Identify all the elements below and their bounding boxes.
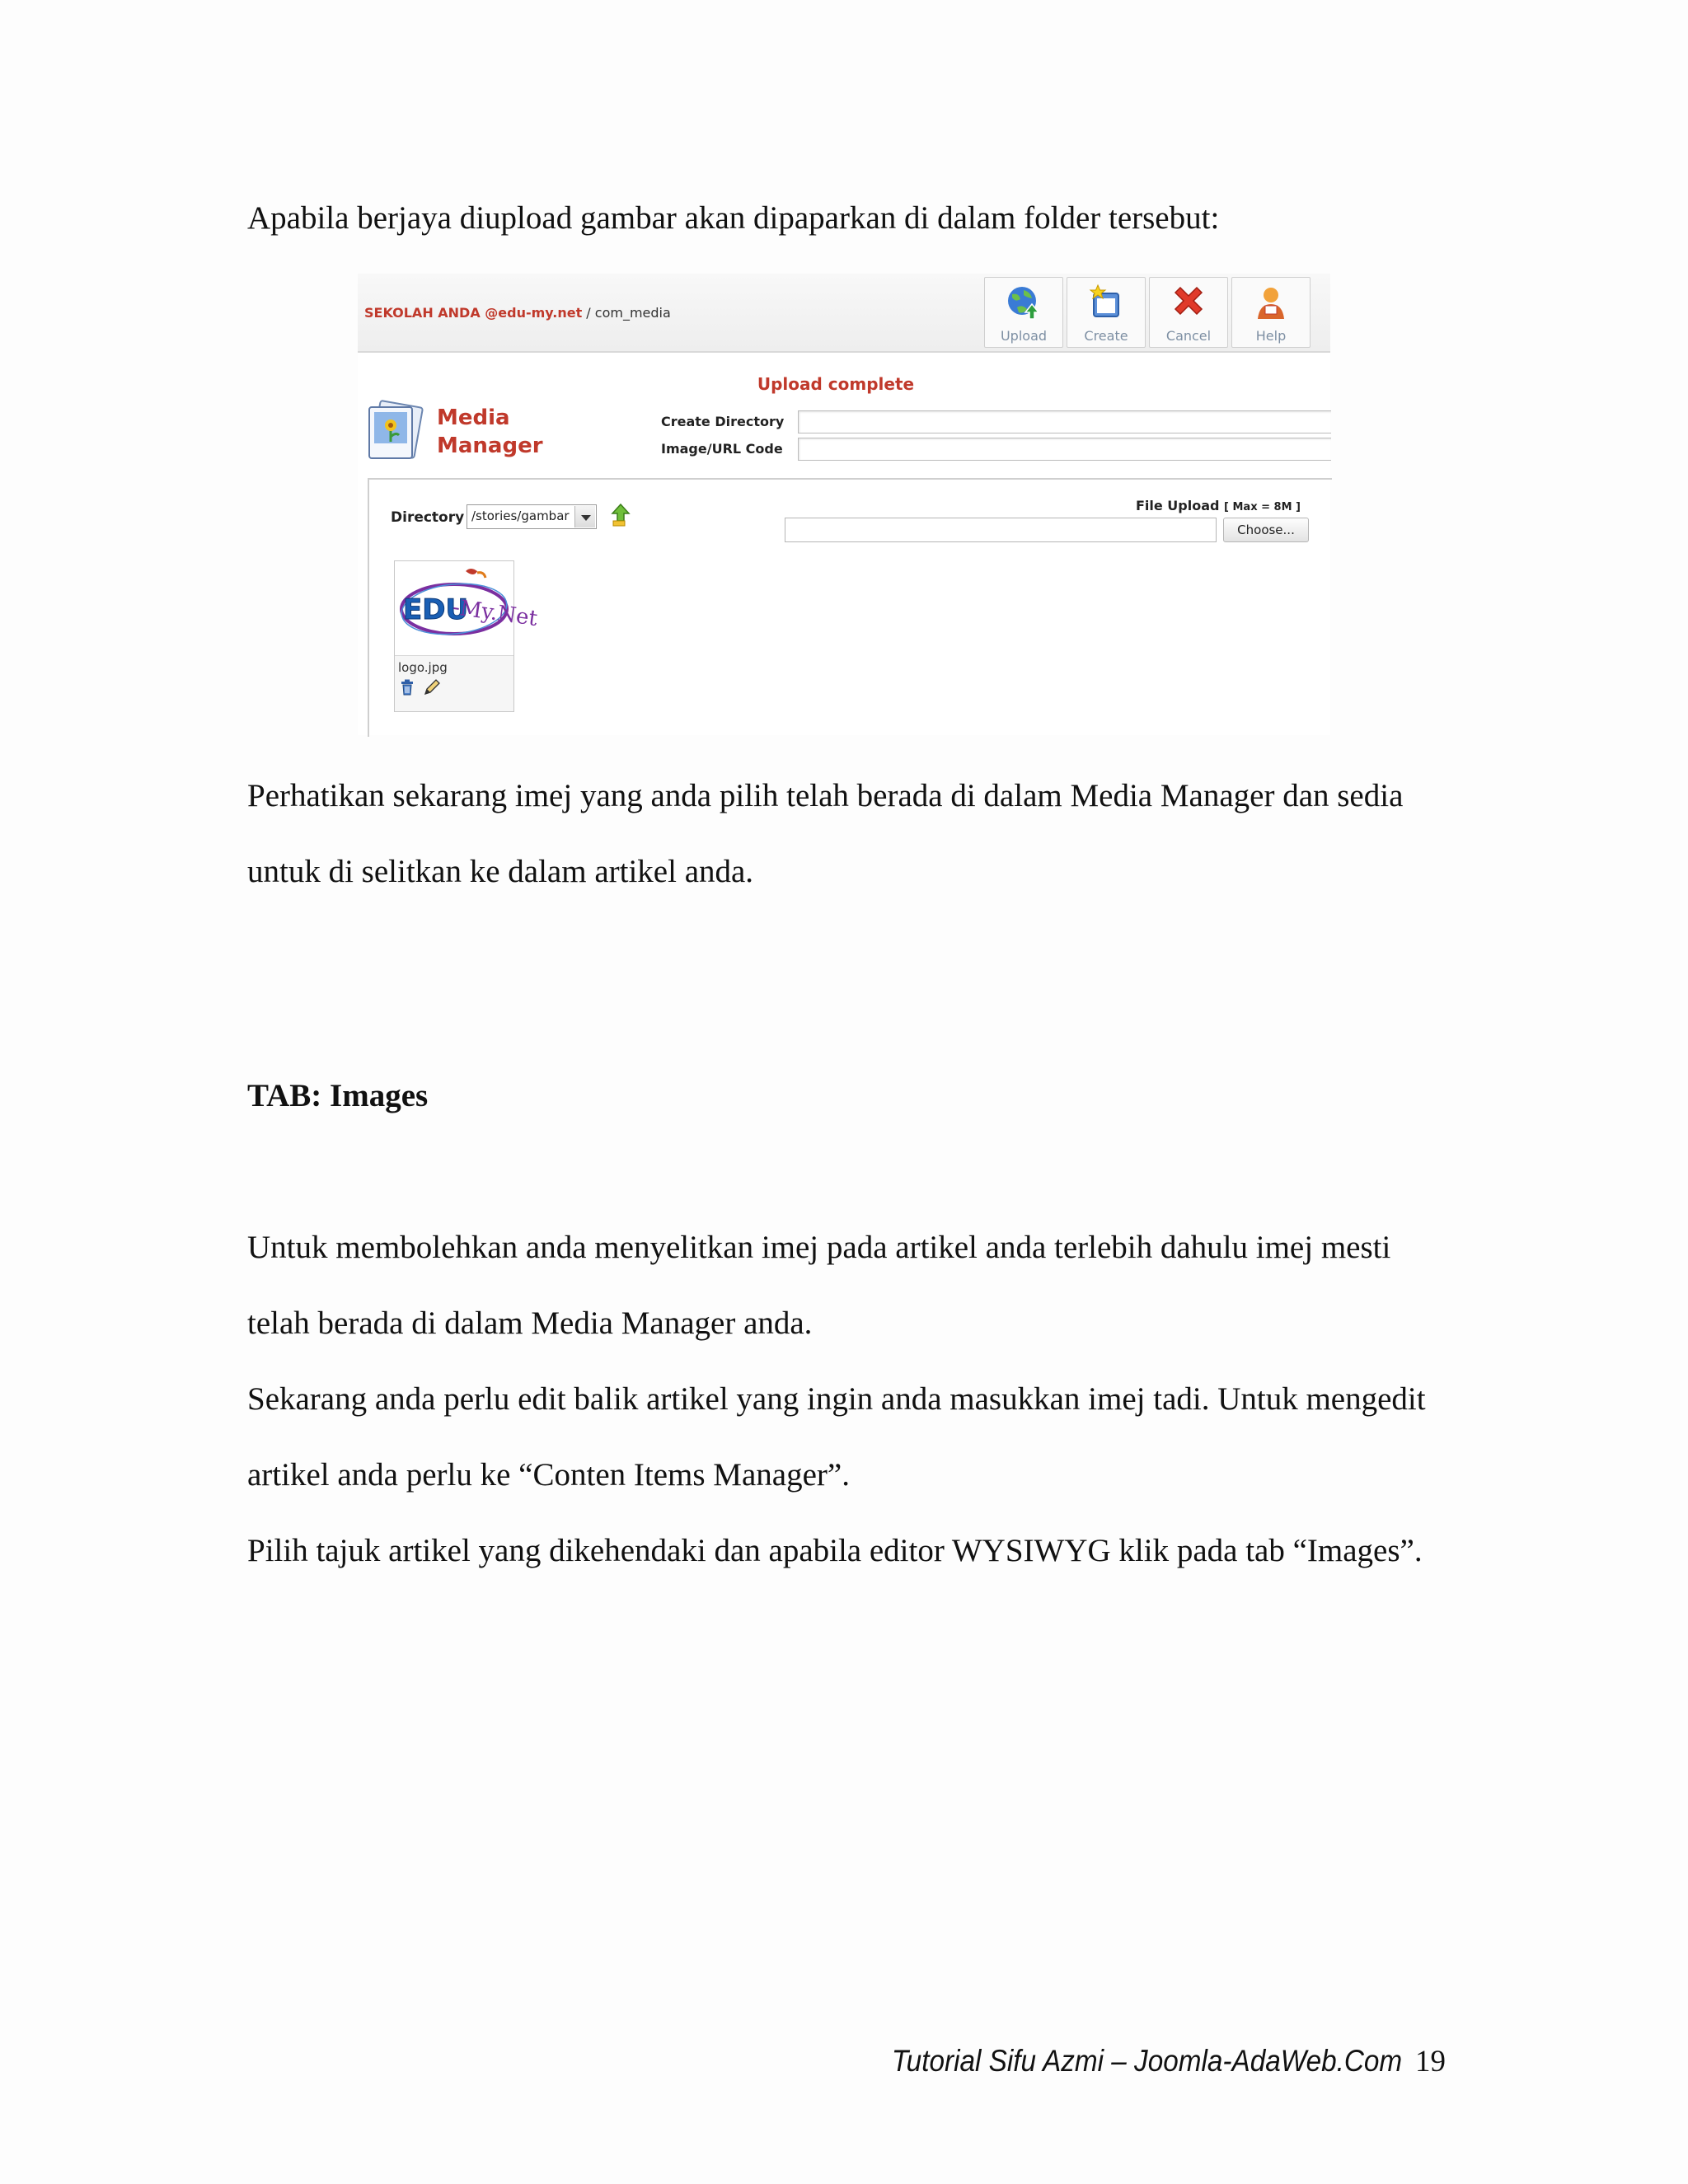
image-thumbnail-card[interactable] [394,560,539,712]
media-manager-screenshot [358,274,1330,735]
cancel-button-label: Cancel [1165,328,1212,344]
create-button-label: Create [1084,328,1128,344]
pencil-edit-icon[interactable] [423,678,441,696]
upload-globe-icon [1004,283,1043,322]
edu-my-net-logo [395,561,539,655]
help-button[interactable] [1231,277,1311,348]
breadcrumb [364,305,671,321]
media-manager-logo-icon [364,399,425,465]
upload-button-label: Upload [1000,328,1048,344]
svg-text:EDU: EDU [403,593,469,626]
breadcrumb-path: / com_media [582,305,671,321]
media-workarea [368,478,1332,737]
admin-toolbar [358,274,1330,353]
create-directory-input[interactable] [798,410,1331,434]
file-upload-label: File Upload [ Max = 8M ] [1135,498,1301,513]
help-button-label: Help [1255,328,1287,344]
image-url-code-input[interactable] [798,438,1331,461]
breadcrumb-site[interactable]: SEKOLAH ANDA @edu-my.net [364,305,583,321]
create-directory-label: Create Directory [661,414,785,429]
upload-status-message: Upload complete [757,374,915,394]
image-url-code-label: Image/URL Code [661,441,783,457]
upload-button[interactable] [984,277,1063,348]
section-heading: TAB: Images [247,1078,429,1113]
page-footer [835,2044,1446,2079]
folder-up-icon[interactable] [610,503,631,527]
create-button[interactable] [1067,277,1146,348]
file-name: logo.jpg [398,660,448,675]
body-paragraph-3: Pilih tajuk artikel yang dikehendaki dan apabila editor WYSIWYG klik pada tab “Images”. [247,1533,1423,1568]
help-person-icon [1251,283,1291,322]
body-paragraph-1: Untuk membolehkan anda menyelitkan imej pada artikel anda terlebih dahulu imej mesti telah berada di dalam Media Manager anda. [247,1230,1391,1341]
choose-file-button[interactable]: Choose... [1223,518,1309,542]
cancel-x-icon [1169,283,1208,322]
media-manager-title: Media Manager [437,405,543,458]
logo-thumbnail-image[interactable] [395,561,539,656]
directory-select[interactable] [467,504,597,529]
directory-label: Directory [391,509,465,526]
new-folder-icon [1086,283,1126,322]
body-paragraph-2: Sekarang anda perlu edit balik artikel yang ingin anda masukkan imej tadi. Untuk mengedit artikel anda perlu ke “Conten Items Manager”. [247,1381,1426,1493]
after-screenshot-paragraph: Perhatikan sekarang imej yang anda pilih telah berada di dalam Media Manager dan sedia untuk di selitkan ke dalam artikel anda. [247,778,1404,889]
footer-text: Tutorial Sifu Azmi – Joomla-AdaWeb.Com [891,2044,1402,2078]
chevron-down-icon[interactable] [574,506,595,527]
directory-select-value: /stories/gambar [471,509,570,523]
svg-text:-My.Net: -My.Net [451,594,539,632]
file-upload-input[interactable] [785,518,1217,542]
trash-icon[interactable] [400,679,415,696]
cancel-button[interactable] [1149,277,1228,348]
body-paragraphs [247,1210,1451,1589]
page-number: 19 [1415,2045,1446,2079]
intro-paragraph: Apabila berjaya diupload gambar akan dipaparkan di dalam folder tersebut: [247,200,1220,236]
